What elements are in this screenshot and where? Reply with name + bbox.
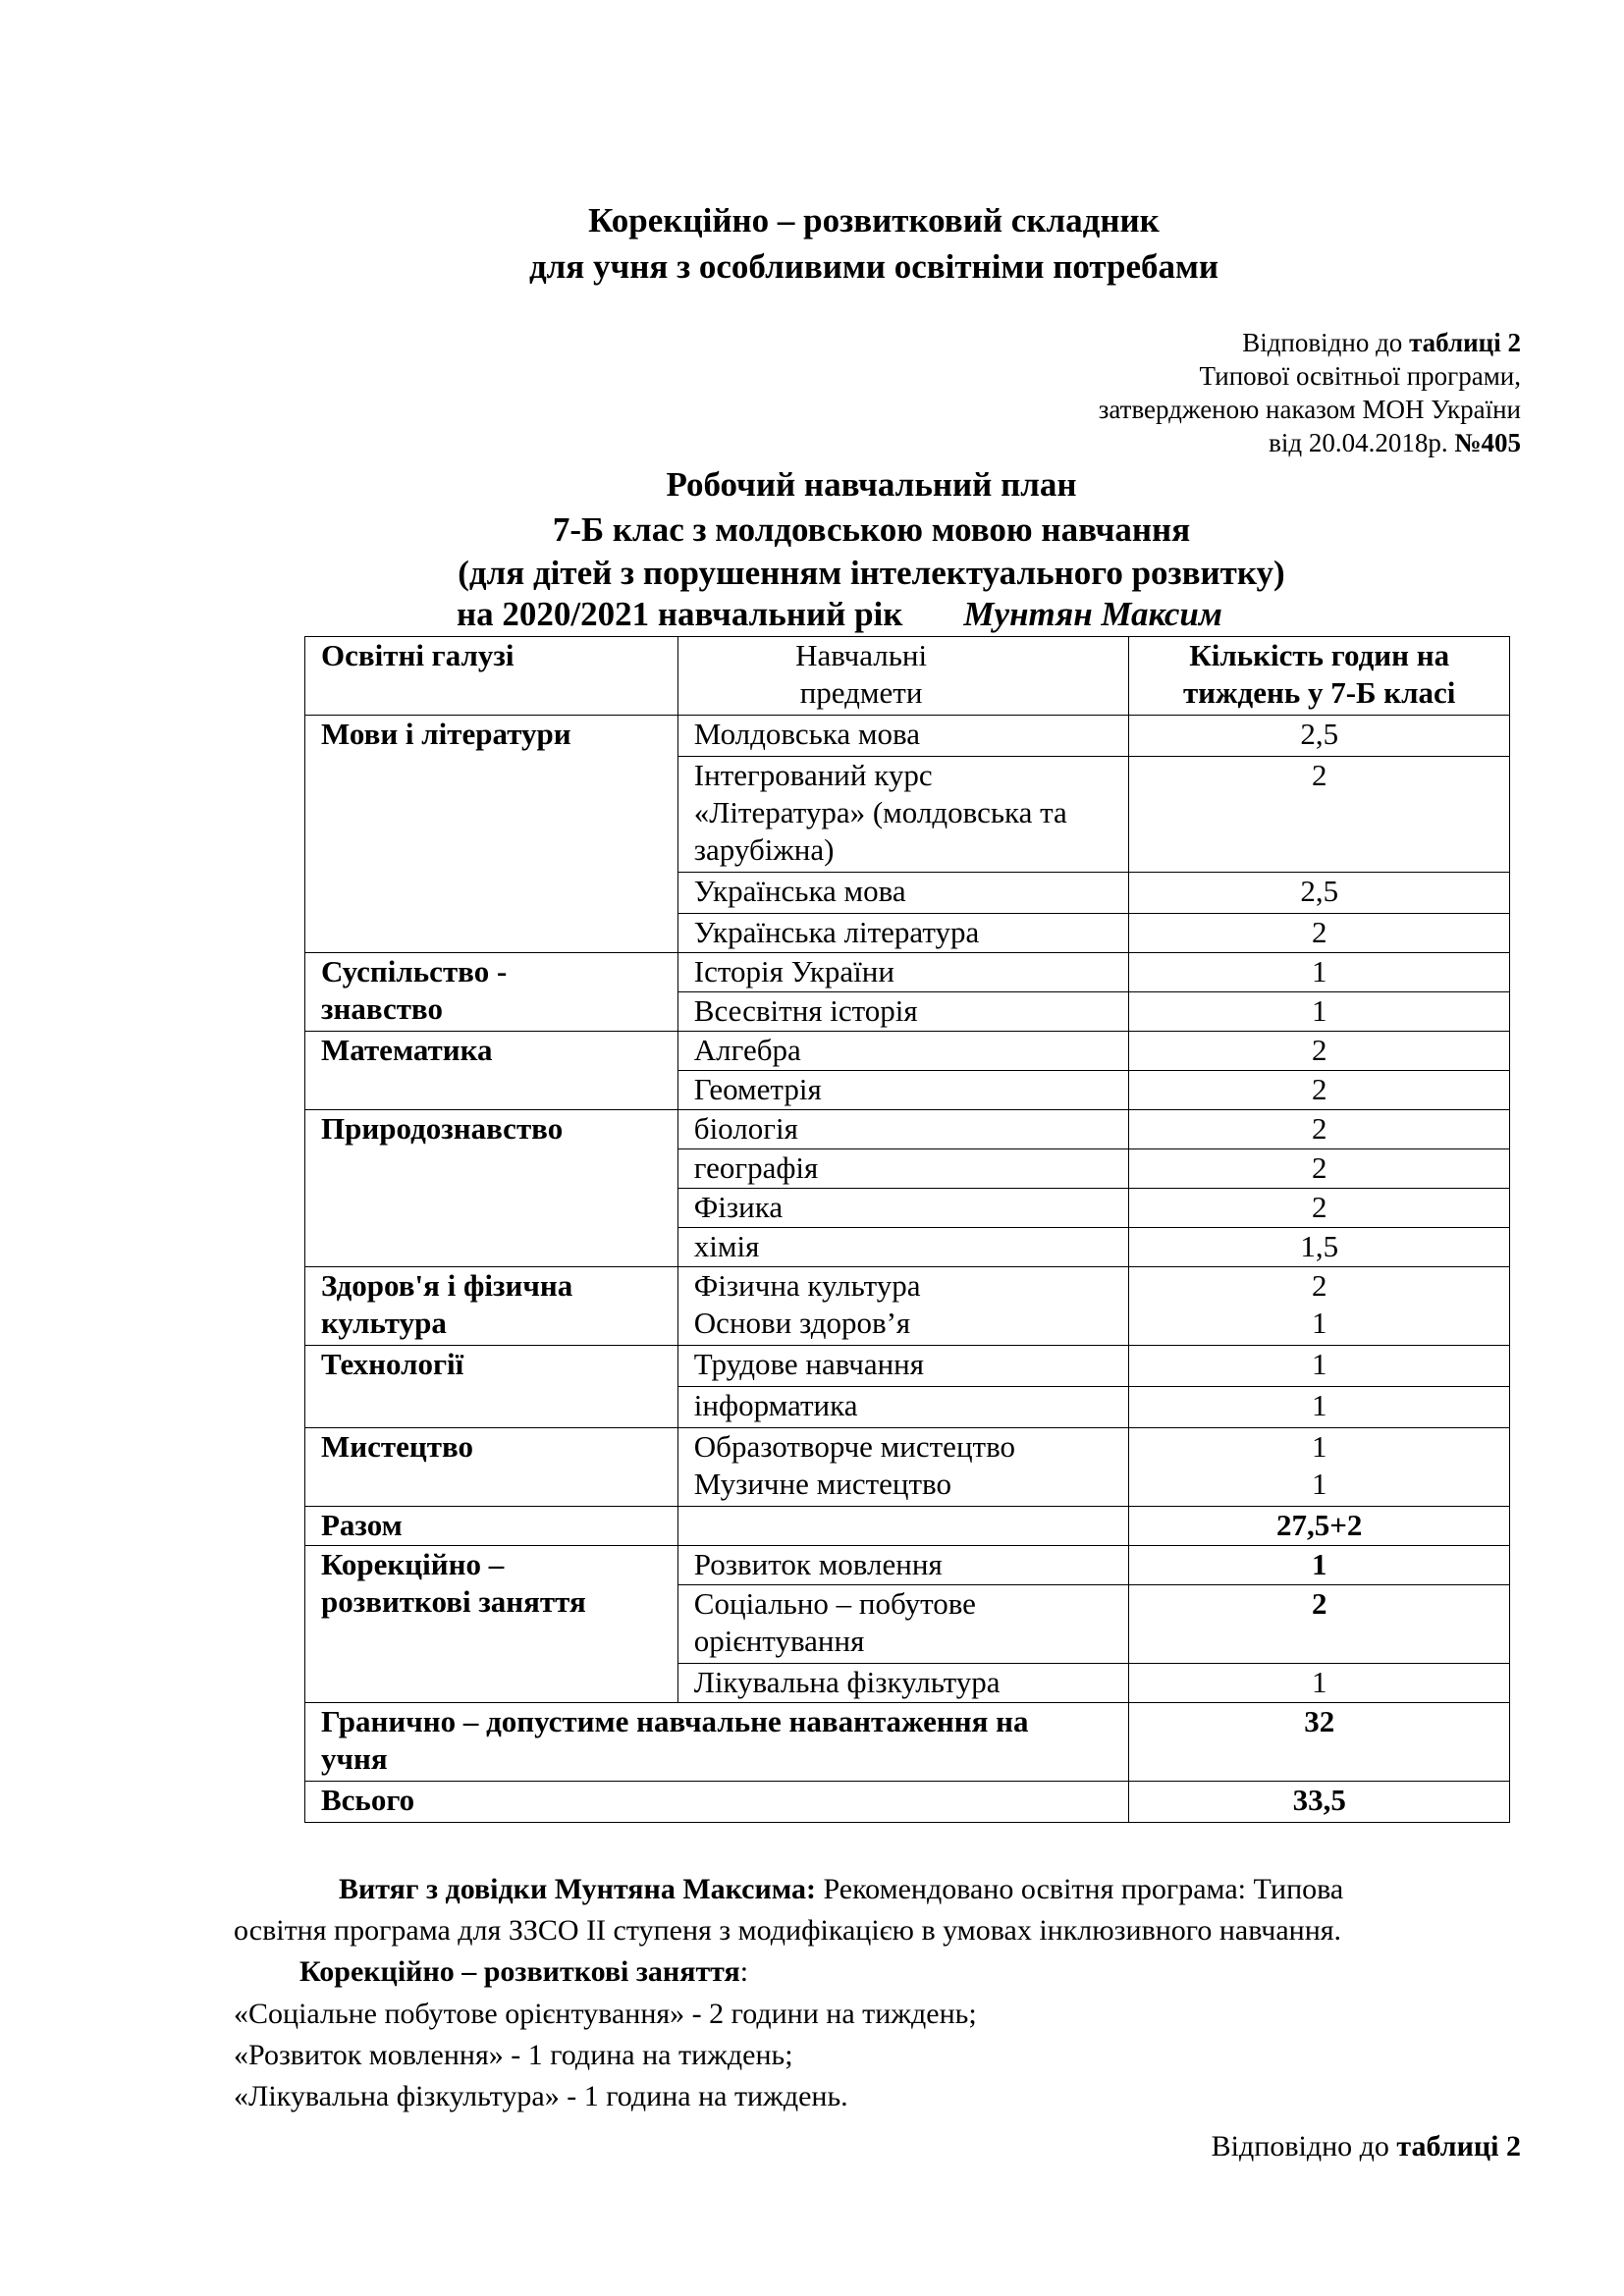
table-row	[305, 716, 1510, 757]
plan-year-line	[457, 595, 1222, 634]
area-nature: Природознавство	[305, 1110, 678, 1267]
area-society-line2: знавство	[321, 991, 443, 1026]
area-math: Математика	[305, 1032, 678, 1110]
header-subjects-line2: предмети	[799, 675, 923, 710]
subject-cell	[677, 1585, 1129, 1664]
subject-cell: Українська література	[677, 914, 1129, 953]
subject-cell: хімія	[677, 1228, 1129, 1267]
hours-cell: 2	[1129, 757, 1510, 873]
area-health	[305, 1267, 678, 1346]
subject-cell: Фізика	[677, 1189, 1129, 1228]
curriculum-table	[304, 636, 1510, 1823]
correction-heading: Корекційно – розвиткові заняття	[299, 1955, 740, 1988]
hours-cell: 1	[1129, 1546, 1510, 1585]
student-name: Мунтян Максим	[963, 595, 1222, 633]
area-correction-line2: розвиткові заняття	[321, 1584, 586, 1619]
reference-line2: Типової освітньої програми,	[1199, 361, 1521, 391]
area-society-line1: Суспільство -	[321, 954, 508, 988]
subject-line: Образотворче мистецтво	[693, 1429, 1016, 1464]
plan-description: (для дітей з порушенням інтелектуального розвитку)	[458, 554, 1285, 592]
subject-cell	[677, 1428, 1129, 1507]
extract-heading: Витяг з довідки Мунтяна Максима:	[339, 1873, 816, 1905]
subject-line: Інтегрований курс	[693, 758, 933, 792]
subject-cell: Всесвітня історія	[677, 992, 1129, 1032]
extract-line2: освітня програма для ЗЗСО ІІ ступеня з модифікацією в умовах інклюзивного навчання.	[234, 1914, 1342, 1947]
subject-cell: інформатика	[677, 1387, 1129, 1428]
hours-cell: 2	[1129, 1585, 1510, 1664]
subject-line: Музичне мистецтво	[693, 1467, 951, 1501]
max-load-label	[305, 1703, 1129, 1782]
subject-cell: Геометрія	[677, 1071, 1129, 1110]
area-tech: Технології	[305, 1346, 678, 1428]
extract-text-part1: Рекомендовано освітня програма: Типова	[816, 1873, 1344, 1905]
table-row	[305, 1267, 1510, 1346]
subject-line: орієнтування	[693, 1624, 865, 1658]
hours-cell: 2,5	[1129, 716, 1510, 757]
subject-line: зарубіжна)	[693, 832, 835, 867]
subject-cell: Історія України	[677, 953, 1129, 992]
hours-cell	[1129, 1267, 1510, 1346]
reference-order-number: №405	[1454, 428, 1521, 457]
subject-cell: Розвиток мовлення	[677, 1546, 1129, 1585]
hours-cell: 1	[1129, 953, 1510, 992]
table-row-max-load	[305, 1703, 1510, 1782]
hours-cell: 2,5	[1129, 873, 1510, 914]
hours-cell: 2	[1129, 1149, 1510, 1189]
hours-cell: 1,5	[1129, 1228, 1510, 1267]
hours-cell	[1129, 1428, 1510, 1507]
area-correction-line1: Корекційно –	[321, 1547, 505, 1581]
subject-line: «Література» (молдовська та	[693, 795, 1067, 829]
correction-item: «Розвиток мовлення» - 1 година на тиждень;	[234, 2039, 793, 2071]
plan-year: на 2020/2021 навчальний рік	[457, 595, 903, 633]
plan-title: Робочий навчальний план	[666, 465, 1077, 504]
hours-line: 2	[1311, 1268, 1327, 1303]
hours-cell: 2	[1129, 1071, 1510, 1110]
plan-class: 7-Б клас з молдовською мовою навчання	[552, 510, 1191, 549]
max-load-label-line1: Гранично – допустиме навчальне навантаження на	[321, 1704, 1029, 1738]
table-row	[305, 1346, 1510, 1387]
max-load-value: 32	[1129, 1703, 1510, 1782]
table-row-grand-total	[305, 1782, 1510, 1823]
reference-table-ref: таблиці 2	[1409, 328, 1521, 357]
table-row	[305, 1032, 1510, 1071]
total-value: 27,5+2	[1129, 1507, 1510, 1546]
table-row-total	[305, 1507, 1510, 1546]
table-row	[305, 1546, 1510, 1585]
area-languages: Мови і літератури	[305, 716, 678, 953]
area-society	[305, 953, 678, 1032]
document-title-line2: для учня з особливими освітніми потребами	[528, 247, 1219, 286]
table-row	[305, 953, 1510, 992]
extract-line1	[339, 1873, 1343, 1906]
hours-cell: 1	[1129, 1664, 1510, 1703]
subject-cell: біологія	[677, 1110, 1129, 1149]
header-subjects	[677, 637, 1129, 716]
table-header-row	[305, 637, 1510, 716]
correction-item: «Лікувальна фізкультура» - 1 година на тиждень.	[234, 2080, 848, 2112]
subject-line: Основи здоров’я	[693, 1306, 911, 1340]
footer-reference	[1212, 2130, 1521, 2163]
hours-line: 1	[1311, 1306, 1327, 1340]
hours-cell: 2	[1129, 914, 1510, 953]
table-row	[305, 1428, 1510, 1507]
footer-reference-prefix: Відповідно до	[1211, 2130, 1397, 2163]
hours-cell: 2	[1129, 1032, 1510, 1071]
hours-line: 1	[1311, 1429, 1327, 1464]
subject-cell	[677, 757, 1129, 873]
hours-line: 1	[1311, 1467, 1327, 1501]
hours-cell: 2	[1129, 1110, 1510, 1149]
header-hours-line1: Кількість годин на	[1189, 638, 1450, 672]
area-health-line1: Здоров'я і фізична	[321, 1268, 573, 1303]
reference-line1	[1242, 328, 1521, 358]
document-title-line1: Корекційно – розвитковий складник	[588, 201, 1160, 240]
hours-cell: 1	[1129, 1346, 1510, 1387]
subject-cell: Українська мова	[677, 873, 1129, 914]
header-hours	[1129, 637, 1510, 716]
hours-cell: 1	[1129, 992, 1510, 1032]
reference-date: від 20.04.2018р.	[1269, 428, 1455, 457]
hours-cell: 2	[1129, 1189, 1510, 1228]
total-label: Разом	[305, 1507, 678, 1546]
max-load-label-line2: учня	[321, 1741, 388, 1776]
subject-cell	[677, 1267, 1129, 1346]
correction-heading-colon: :	[739, 1955, 749, 1988]
subject-line: Фізична культура	[693, 1268, 921, 1303]
header-subjects-line1: Навчальні	[795, 638, 928, 672]
subject-cell: Лікувальна фізкультура	[677, 1664, 1129, 1703]
hours-cell: 1	[1129, 1387, 1510, 1428]
reference-line3: затвердженою наказом МОН України	[1098, 395, 1521, 424]
subject-cell: Трудове навчання	[677, 1346, 1129, 1387]
correction-heading-line	[299, 1955, 748, 1989]
subject-cell: Молдовська мова	[677, 716, 1129, 757]
grand-total-value: 33,5	[1129, 1782, 1510, 1823]
area-health-line2: культура	[321, 1306, 447, 1340]
footer-reference-table: таблиці 2	[1396, 2130, 1521, 2163]
area-art: Мистецтво	[305, 1428, 678, 1507]
empty-cell	[677, 1507, 1129, 1546]
subject-cell: Алгебра	[677, 1032, 1129, 1071]
header-areas: Освітні галузі	[305, 637, 678, 716]
area-correction	[305, 1546, 678, 1703]
table-row	[305, 1110, 1510, 1149]
subject-line: Соціально – побутове	[693, 1586, 976, 1621]
header-hours-line2: тиждень у 7-Б класі	[1182, 675, 1456, 710]
reference-line4	[1269, 428, 1521, 458]
subject-cell: географія	[677, 1149, 1129, 1189]
correction-item: «Соціальне побутове орієнтування» - 2 години на тиждень;	[234, 1998, 977, 2030]
reference-line1-prefix: Відповідно до	[1242, 328, 1410, 357]
grand-total-label: Всього	[305, 1782, 1129, 1823]
